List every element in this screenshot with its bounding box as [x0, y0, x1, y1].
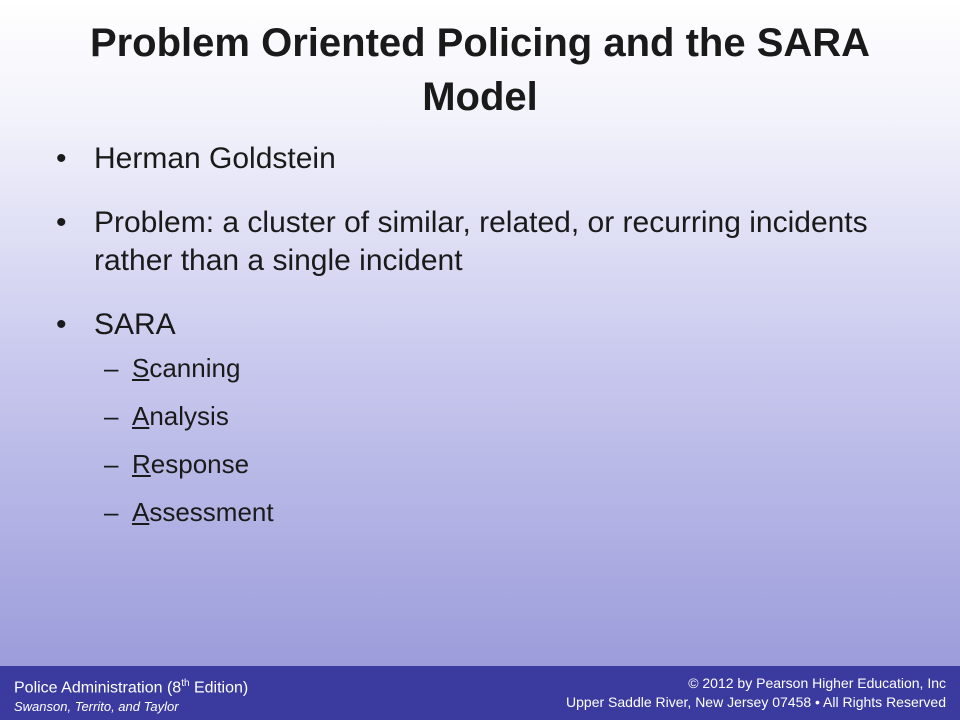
sara-step-response — [56, 448, 916, 480]
bullet-marker: • — [56, 206, 67, 239]
sara-step-scanning — [56, 352, 916, 384]
copyright-text: © 2012 by Pearson Higher Education, Inc — [688, 675, 946, 691]
sara-step-analysis — [56, 400, 916, 432]
bullet-text: Problem: a cluster of similar, related, or recurring incidents rather than a single incident — [94, 206, 868, 277]
dash-marker: – — [104, 353, 119, 383]
slide-title: Problem Oriented Policing and the SARA Model — [89, 21, 871, 119]
book-title-end: Edition) — [189, 679, 249, 697]
dash-marker: – — [104, 449, 119, 479]
bullet-text: SARA — [94, 308, 176, 341]
footer-left — [14, 674, 248, 716]
step-rest: nalysis — [149, 401, 229, 431]
book-title-start: Police Administration (8 — [14, 679, 182, 697]
bullet-marker: • — [56, 308, 67, 341]
bullet-item — [56, 140, 916, 178]
bullet-item — [56, 306, 916, 344]
book-title-sup: th — [181, 678, 190, 689]
bullet-text: Herman Goldstein — [94, 142, 336, 175]
footer-right — [566, 674, 946, 712]
step-initial: A — [132, 401, 150, 431]
step-rest: esponse — [150, 449, 250, 479]
publisher-address: Upper Saddle River, New Jersey 07458 • All Rights Reserved — [566, 694, 946, 710]
book-authors: Swanson, Territo, and Taylor — [14, 699, 179, 715]
step-rest: ssessment — [149, 497, 274, 527]
step-initial: R — [132, 449, 151, 479]
step-initial: A — [132, 497, 150, 527]
dash-marker: – — [104, 401, 119, 431]
bullet-marker: • — [56, 142, 67, 175]
sara-step-assessment — [56, 496, 916, 528]
step-initial: S — [132, 353, 150, 383]
slide-footer — [0, 666, 960, 720]
bullet-item — [56, 204, 916, 280]
step-rest: canning — [149, 353, 241, 383]
book-title — [14, 674, 248, 698]
bullet-list — [56, 140, 916, 544]
dash-marker: – — [104, 497, 119, 527]
